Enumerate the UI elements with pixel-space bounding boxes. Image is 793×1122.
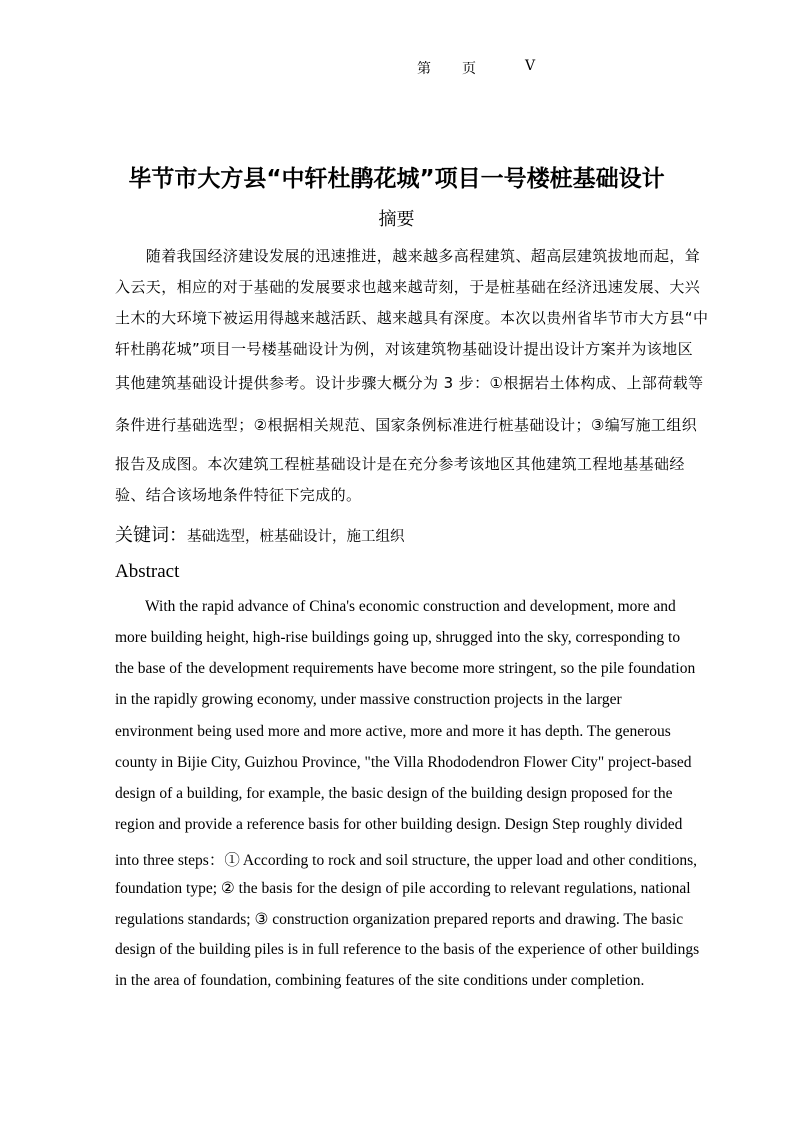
abstract-cn-line: 土木的大环境下被运用得越来越活跃、越来越具有深度。本次以贵州省毕节市大方县“中 [115,309,709,327]
header-label-ye: 页 [462,61,476,77]
abstract-heading-cn: 摘要 [378,209,415,230]
abstract-en-line: in the rapidly growing economy, under massive construction projects in the larger [115,691,622,708]
abstract-cn-line: 轩杜鹃花城”项目一号楼基础设计为例，对该建筑物基础设计提出设计方案并为该地区 [115,340,693,358]
document-title: 毕节市大方县“中轩杜鹃花城”项目一号楼桩基础设计 [128,166,665,192]
page-header [0,58,793,78]
abstract-en-line: foundation type; ② the basis for the design of pile according to relevant regulations, national [115,880,691,897]
abstract-cn-line: 条件进行基础选型；②根据相关规范、国家条例标准进行桩基础设计；③编写施工组织 [115,416,698,434]
abstract-cn-line: 随着我国经济建设发展的迅速推进，越来越多高程建筑、超高层建筑拔地而起，耸 [115,247,701,265]
abstract-en-line: the base of the development requirements have become more stringent, so the pile foundation [115,660,696,677]
abstract-en-line: environment being used more and more active, more and more it has depth. The generous [115,723,671,740]
abstract-cn-line: 其他建筑基础设计提供参考。设计步骤大概分为 3 步：①根据岩土体构成、上部荷载等 [115,374,704,392]
abstract-en-line: more building height, high-rise buildings going up, shrugged into the sky, corresponding to [115,629,681,646]
abstract-en-line: region and provide a reference basis for other building design. Design Step roughly divided [115,816,683,833]
header-page-number: V [525,58,536,74]
abstract-en-line: design of a building, for example, the basic design of the building design proposed for the [115,785,673,802]
abstract-cn-line: 入云天，相应的对于基础的发展要求也越来越苛刻，于是桩基础在经济迅速发展、大兴 [115,278,701,296]
abstract-en-line: regulations standards; ③ construction organization prepared reports and drawing. The basic [115,911,684,928]
header-label-di: 第 [417,61,431,77]
abstract-en-line: county in Bijie City, Guizhou Province, "the Villa Rhododendron Flower City" project-based [115,754,692,771]
keywords-text: 基础选型，桩基础设计，施工组织 [187,529,405,545]
abstract-cn-line: 验、结合该场地条件特征下完成的。 [115,486,362,504]
keywords-line [115,521,405,547]
keywords-label: 关键词： [115,525,187,546]
abstract-en-line: in the area of foundation, combining features of the site conditions under completion. [115,972,645,989]
abstract-en-line: into three steps：① According to rock and soil structure, the upper load and other conditions, [115,852,697,869]
abstract-cn-line: 报告及成图。本次建筑工程桩基础设计是在充分参考该地区其他建筑工程地基基础经 [115,455,685,473]
abstract-heading-en: Abstract [115,561,180,582]
abstract-en-line: design of the building piles is in full reference to the basis of the experience of other buildings [115,941,700,958]
abstract-en-line: With the rapid advance of China's economic construction and development, more and [145,598,676,615]
